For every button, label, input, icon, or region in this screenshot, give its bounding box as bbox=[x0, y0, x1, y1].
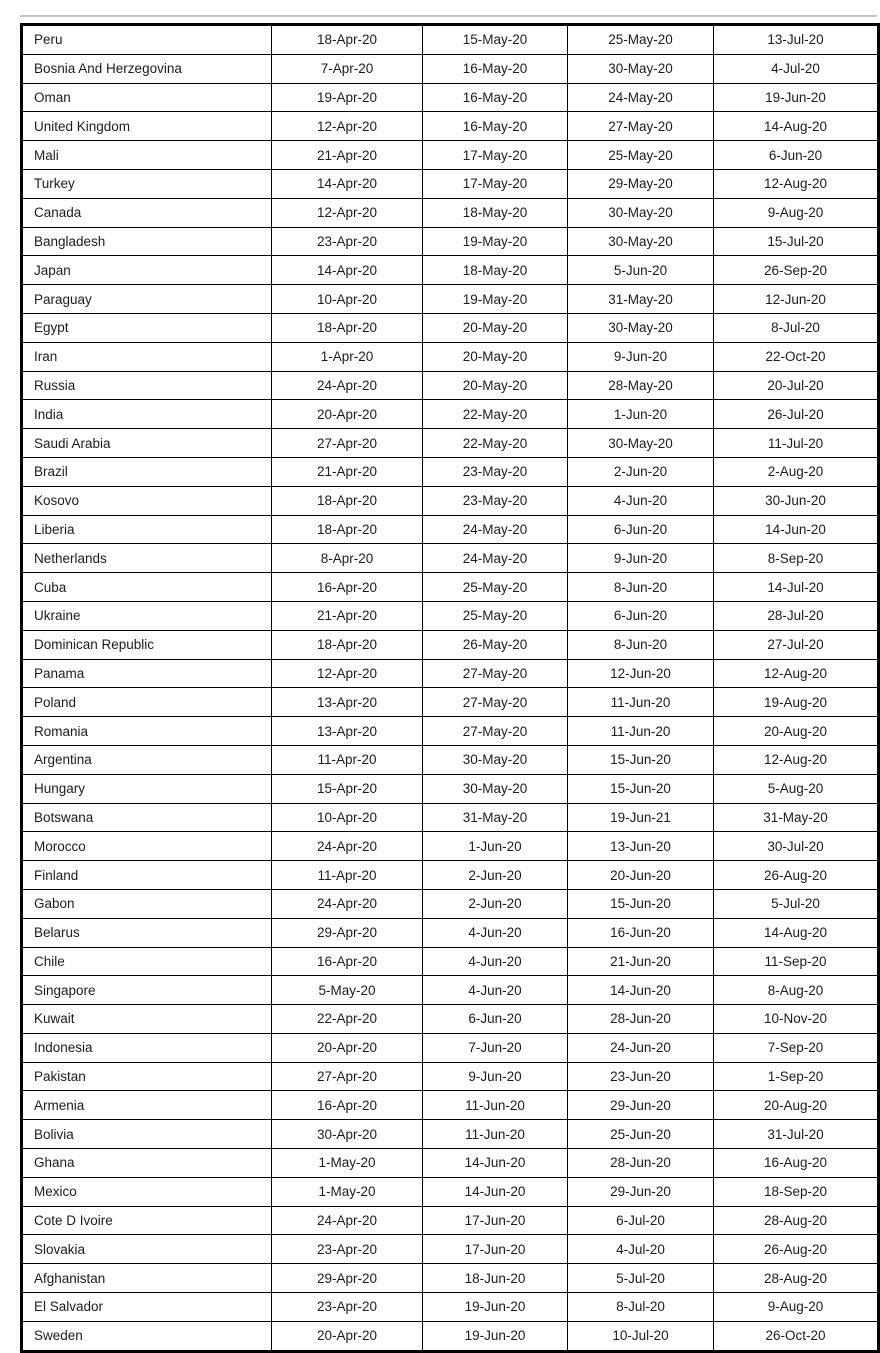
date-cell: 29-May-20 bbox=[568, 169, 714, 198]
table-row bbox=[22, 429, 879, 458]
date-cell: 5-May-20 bbox=[272, 976, 423, 1005]
date-cell: 31-Jul-20 bbox=[714, 1120, 879, 1149]
date-cell: 19-Jun-20 bbox=[423, 1321, 568, 1351]
date-cell: 16-May-20 bbox=[423, 83, 568, 112]
table-row bbox=[22, 601, 879, 630]
date-cell: 11-Apr-20 bbox=[272, 745, 423, 774]
date-cell: 4-Jun-20 bbox=[423, 976, 568, 1005]
date-cell: 11-Apr-20 bbox=[272, 861, 423, 890]
date-cell: 24-Apr-20 bbox=[272, 889, 423, 918]
date-cell: 7-Sep-20 bbox=[714, 1033, 879, 1062]
date-cell: 27-May-20 bbox=[423, 659, 568, 688]
country-cell: Kuwait bbox=[22, 1005, 272, 1034]
country-cell: Gabon bbox=[22, 889, 272, 918]
date-cell: 8-Jun-20 bbox=[568, 573, 714, 602]
date-cell: 1-Sep-20 bbox=[714, 1062, 879, 1091]
date-cell: 31-May-20 bbox=[714, 803, 879, 832]
date-cell: 29-Jun-20 bbox=[568, 1091, 714, 1120]
date-cell: 20-Jul-20 bbox=[714, 371, 879, 400]
date-cell: 13-Jun-20 bbox=[568, 832, 714, 861]
table-row bbox=[22, 256, 879, 285]
date-cell: 19-Jun-20 bbox=[714, 83, 879, 112]
date-cell: 16-Apr-20 bbox=[272, 573, 423, 602]
country-cell: Armenia bbox=[22, 1091, 272, 1120]
country-cell: El Salvador bbox=[22, 1293, 272, 1322]
date-cell: 30-Apr-20 bbox=[272, 1120, 423, 1149]
date-cell: 20-Jun-20 bbox=[568, 861, 714, 890]
date-cell: 9-Jun-20 bbox=[568, 544, 714, 573]
date-cell: 19-May-20 bbox=[423, 285, 568, 314]
date-cell: 7-Apr-20 bbox=[272, 54, 423, 83]
table-row bbox=[22, 515, 879, 544]
date-cell: 25-May-20 bbox=[568, 25, 714, 55]
country-cell: Argentina bbox=[22, 745, 272, 774]
date-cell: 24-Apr-20 bbox=[272, 832, 423, 861]
table-row bbox=[22, 25, 879, 55]
country-cell: Sweden bbox=[22, 1321, 272, 1351]
date-cell: 21-Apr-20 bbox=[272, 141, 423, 170]
table-row bbox=[22, 342, 879, 371]
date-cell: 17-May-20 bbox=[423, 169, 568, 198]
country-cell: Pakistan bbox=[22, 1062, 272, 1091]
date-cell: 6-Jun-20 bbox=[568, 515, 714, 544]
date-cell: 27-May-20 bbox=[423, 688, 568, 717]
date-cell: 12-Apr-20 bbox=[272, 112, 423, 141]
date-cell: 18-Apr-20 bbox=[272, 515, 423, 544]
table-row bbox=[22, 832, 879, 861]
date-cell: 30-May-20 bbox=[568, 429, 714, 458]
date-cell: 2-Jun-20 bbox=[423, 861, 568, 890]
date-cell: 20-May-20 bbox=[423, 342, 568, 371]
date-cell: 12-Aug-20 bbox=[714, 169, 879, 198]
date-cell: 27-Jul-20 bbox=[714, 630, 879, 659]
country-cell: Liberia bbox=[22, 515, 272, 544]
table-row bbox=[22, 1091, 879, 1120]
date-cell: 18-Apr-20 bbox=[272, 630, 423, 659]
country-dates-table bbox=[20, 23, 880, 1353]
date-cell: 25-Jun-20 bbox=[568, 1120, 714, 1149]
date-cell: 21-Apr-20 bbox=[272, 457, 423, 486]
table-row bbox=[22, 83, 879, 112]
table-row bbox=[22, 1206, 879, 1235]
table-row bbox=[22, 803, 879, 832]
table-row bbox=[22, 400, 879, 429]
date-cell: 28-Jul-20 bbox=[714, 601, 879, 630]
country-cell: Morocco bbox=[22, 832, 272, 861]
table-row bbox=[22, 486, 879, 515]
table-body bbox=[22, 25, 879, 1352]
date-cell: 14-Jun-20 bbox=[568, 976, 714, 1005]
table-row bbox=[22, 1321, 879, 1351]
date-cell: 4-Jun-20 bbox=[568, 486, 714, 515]
date-cell: 14-Jul-20 bbox=[714, 573, 879, 602]
date-cell: 12-Apr-20 bbox=[272, 198, 423, 227]
date-cell: 12-Jun-20 bbox=[568, 659, 714, 688]
table-row bbox=[22, 1120, 879, 1149]
previous-row-remnant-line bbox=[20, 15, 877, 17]
country-cell: Japan bbox=[22, 256, 272, 285]
date-cell: 15-Jun-20 bbox=[568, 774, 714, 803]
country-cell: Afghanistan bbox=[22, 1264, 272, 1293]
date-cell: 22-May-20 bbox=[423, 429, 568, 458]
table-row bbox=[22, 285, 879, 314]
date-cell: 23-Apr-20 bbox=[272, 227, 423, 256]
table-row bbox=[22, 717, 879, 746]
date-cell: 20-Aug-20 bbox=[714, 1091, 879, 1120]
date-cell: 12-Aug-20 bbox=[714, 745, 879, 774]
date-cell: 29-Apr-20 bbox=[272, 1264, 423, 1293]
date-cell: 18-May-20 bbox=[423, 198, 568, 227]
country-cell: Cuba bbox=[22, 573, 272, 602]
country-cell: Egypt bbox=[22, 313, 272, 342]
country-cell: Peru bbox=[22, 25, 272, 55]
table-row bbox=[22, 573, 879, 602]
country-cell: Ukraine bbox=[22, 601, 272, 630]
date-cell: 11-Jun-20 bbox=[423, 1120, 568, 1149]
date-cell: 10-Apr-20 bbox=[272, 285, 423, 314]
date-cell: 27-May-20 bbox=[423, 717, 568, 746]
table-row bbox=[22, 1005, 879, 1034]
table-row bbox=[22, 169, 879, 198]
date-cell: 10-Jul-20 bbox=[568, 1321, 714, 1351]
date-cell: 24-May-20 bbox=[568, 83, 714, 112]
country-cell: Mexico bbox=[22, 1177, 272, 1206]
date-cell: 6-Jun-20 bbox=[714, 141, 879, 170]
date-cell: 14-Aug-20 bbox=[714, 918, 879, 947]
table-row bbox=[22, 1235, 879, 1264]
date-cell: 17-Jun-20 bbox=[423, 1235, 568, 1264]
country-cell: Hungary bbox=[22, 774, 272, 803]
date-cell: 24-May-20 bbox=[423, 544, 568, 573]
date-cell: 14-Jun-20 bbox=[423, 1177, 568, 1206]
table-row bbox=[22, 1264, 879, 1293]
date-cell: 4-Jun-20 bbox=[423, 918, 568, 947]
date-cell: 11-Jun-20 bbox=[568, 717, 714, 746]
date-cell: 24-May-20 bbox=[423, 515, 568, 544]
date-cell: 23-Apr-20 bbox=[272, 1293, 423, 1322]
country-cell: Mali bbox=[22, 141, 272, 170]
date-cell: 28-Aug-20 bbox=[714, 1206, 879, 1235]
date-cell: 23-Apr-20 bbox=[272, 1235, 423, 1264]
country-cell: Iran bbox=[22, 342, 272, 371]
table-row bbox=[22, 976, 879, 1005]
country-cell: Bangladesh bbox=[22, 227, 272, 256]
date-cell: 27-Apr-20 bbox=[272, 429, 423, 458]
table-row bbox=[22, 861, 879, 890]
date-cell: 9-Jun-20 bbox=[568, 342, 714, 371]
table-row bbox=[22, 1062, 879, 1091]
date-cell: 30-Jun-20 bbox=[714, 486, 879, 515]
date-cell: 5-Aug-20 bbox=[714, 774, 879, 803]
date-cell: 16-Apr-20 bbox=[272, 1091, 423, 1120]
table-row bbox=[22, 1293, 879, 1322]
date-cell: 11-Jun-20 bbox=[568, 688, 714, 717]
country-cell: Belarus bbox=[22, 918, 272, 947]
table-row bbox=[22, 198, 879, 227]
date-cell: 22-May-20 bbox=[423, 400, 568, 429]
date-cell: 19-Apr-20 bbox=[272, 83, 423, 112]
date-cell: 5-Jul-20 bbox=[568, 1264, 714, 1293]
date-cell: 8-Apr-20 bbox=[272, 544, 423, 573]
table-row bbox=[22, 457, 879, 486]
date-cell: 18-Apr-20 bbox=[272, 25, 423, 55]
date-cell: 20-Apr-20 bbox=[272, 1321, 423, 1351]
date-cell: 14-Aug-20 bbox=[714, 112, 879, 141]
table-row bbox=[22, 630, 879, 659]
country-cell: Kosovo bbox=[22, 486, 272, 515]
date-cell: 11-Jul-20 bbox=[714, 429, 879, 458]
date-cell: 30-May-20 bbox=[568, 313, 714, 342]
date-cell: 20-May-20 bbox=[423, 313, 568, 342]
date-cell: 18-Sep-20 bbox=[714, 1177, 879, 1206]
country-cell: Dominican Republic bbox=[22, 630, 272, 659]
date-cell: 23-May-20 bbox=[423, 486, 568, 515]
table-row bbox=[22, 1033, 879, 1062]
date-cell: 4-Jun-20 bbox=[423, 947, 568, 976]
date-cell: 10-Apr-20 bbox=[272, 803, 423, 832]
date-cell: 8-Jul-20 bbox=[568, 1293, 714, 1322]
date-cell: 11-Sep-20 bbox=[714, 947, 879, 976]
date-cell: 30-May-20 bbox=[568, 227, 714, 256]
date-cell: 29-Jun-20 bbox=[568, 1177, 714, 1206]
country-cell: India bbox=[22, 400, 272, 429]
table-row bbox=[22, 371, 879, 400]
date-cell: 23-Jun-20 bbox=[568, 1062, 714, 1091]
date-cell: 8-Sep-20 bbox=[714, 544, 879, 573]
date-cell: 18-Apr-20 bbox=[272, 313, 423, 342]
country-cell: Oman bbox=[22, 83, 272, 112]
date-cell: 19-Jun-20 bbox=[423, 1293, 568, 1322]
table-row bbox=[22, 227, 879, 256]
date-cell: 28-Aug-20 bbox=[714, 1264, 879, 1293]
date-cell: 9-Aug-20 bbox=[714, 198, 879, 227]
country-cell: Canada bbox=[22, 198, 272, 227]
country-cell: Romania bbox=[22, 717, 272, 746]
date-cell: 16-Aug-20 bbox=[714, 1149, 879, 1178]
date-cell: 5-Jul-20 bbox=[714, 889, 879, 918]
date-cell: 14-Apr-20 bbox=[272, 169, 423, 198]
country-cell: Ghana bbox=[22, 1149, 272, 1178]
table-row bbox=[22, 947, 879, 976]
date-cell: 26-Jul-20 bbox=[714, 400, 879, 429]
date-cell: 6-Jun-20 bbox=[423, 1005, 568, 1034]
date-cell: 12-Jun-20 bbox=[714, 285, 879, 314]
date-cell: 13-Jul-20 bbox=[714, 25, 879, 55]
date-cell: 26-Aug-20 bbox=[714, 1235, 879, 1264]
date-cell: 19-May-20 bbox=[423, 227, 568, 256]
date-cell: 16-May-20 bbox=[423, 54, 568, 83]
table-row bbox=[22, 141, 879, 170]
date-cell: 18-Jun-20 bbox=[423, 1264, 568, 1293]
date-cell: 31-May-20 bbox=[568, 285, 714, 314]
date-cell: 30-May-20 bbox=[423, 745, 568, 774]
table-row bbox=[22, 774, 879, 803]
date-cell: 12-Apr-20 bbox=[272, 659, 423, 688]
date-cell: 30-Jul-20 bbox=[714, 832, 879, 861]
country-cell: Paraguay bbox=[22, 285, 272, 314]
country-cell: Chile bbox=[22, 947, 272, 976]
date-cell: 1-May-20 bbox=[272, 1177, 423, 1206]
date-cell: 13-Apr-20 bbox=[272, 717, 423, 746]
date-cell: 15-Jun-20 bbox=[568, 745, 714, 774]
country-cell: Bolivia bbox=[22, 1120, 272, 1149]
date-cell: 15-Jun-20 bbox=[568, 889, 714, 918]
date-cell: 16-May-20 bbox=[423, 112, 568, 141]
date-cell: 16-Apr-20 bbox=[272, 947, 423, 976]
date-cell: 14-Jun-20 bbox=[423, 1149, 568, 1178]
country-cell: Slovakia bbox=[22, 1235, 272, 1264]
date-cell: 8-Aug-20 bbox=[714, 976, 879, 1005]
date-cell: 25-May-20 bbox=[568, 141, 714, 170]
date-cell: 5-Jun-20 bbox=[568, 256, 714, 285]
date-cell: 8-Jun-20 bbox=[568, 630, 714, 659]
date-cell: 23-May-20 bbox=[423, 457, 568, 486]
country-cell: Singapore bbox=[22, 976, 272, 1005]
country-cell: Netherlands bbox=[22, 544, 272, 573]
country-cell: Brazil bbox=[22, 457, 272, 486]
date-cell: 10-Nov-20 bbox=[714, 1005, 879, 1034]
date-cell: 20-Apr-20 bbox=[272, 400, 423, 429]
date-cell: 2-Jun-20 bbox=[423, 889, 568, 918]
table-row bbox=[22, 659, 879, 688]
table-row bbox=[22, 745, 879, 774]
date-cell: 30-May-20 bbox=[568, 54, 714, 83]
date-cell: 16-Jun-20 bbox=[568, 918, 714, 947]
date-cell: 15-Jul-20 bbox=[714, 227, 879, 256]
date-cell: 18-May-20 bbox=[423, 256, 568, 285]
date-cell: 1-May-20 bbox=[272, 1149, 423, 1178]
country-cell: Panama bbox=[22, 659, 272, 688]
date-cell: 11-Jun-20 bbox=[423, 1091, 568, 1120]
date-cell: 6-Jun-20 bbox=[568, 601, 714, 630]
country-cell: Botswana bbox=[22, 803, 272, 832]
date-cell: 4-Jul-20 bbox=[568, 1235, 714, 1264]
date-cell: 15-Apr-20 bbox=[272, 774, 423, 803]
country-cell: Russia bbox=[22, 371, 272, 400]
date-cell: 22-Oct-20 bbox=[714, 342, 879, 371]
table-row bbox=[22, 1149, 879, 1178]
date-cell: 24-Apr-20 bbox=[272, 1206, 423, 1235]
date-cell: 25-May-20 bbox=[423, 601, 568, 630]
date-cell: 28-Jun-20 bbox=[568, 1149, 714, 1178]
table-row bbox=[22, 54, 879, 83]
date-cell: 27-May-20 bbox=[568, 112, 714, 141]
date-cell: 12-Aug-20 bbox=[714, 659, 879, 688]
date-cell: 1-Jun-20 bbox=[568, 400, 714, 429]
date-cell: 20-May-20 bbox=[423, 371, 568, 400]
date-cell: 1-Apr-20 bbox=[272, 342, 423, 371]
date-cell: 19-Jun-21 bbox=[568, 803, 714, 832]
date-cell: 9-Aug-20 bbox=[714, 1293, 879, 1322]
table-row bbox=[22, 918, 879, 947]
date-cell: 21-Apr-20 bbox=[272, 601, 423, 630]
date-cell: 26-Aug-20 bbox=[714, 861, 879, 890]
date-cell: 20-Aug-20 bbox=[714, 717, 879, 746]
country-cell: Poland bbox=[22, 688, 272, 717]
table-row bbox=[22, 1177, 879, 1206]
date-cell: 17-May-20 bbox=[423, 141, 568, 170]
date-cell: 31-May-20 bbox=[423, 803, 568, 832]
country-cell: Cote D Ivoire bbox=[22, 1206, 272, 1235]
date-cell: 30-May-20 bbox=[423, 774, 568, 803]
table-row bbox=[22, 688, 879, 717]
table-row bbox=[22, 889, 879, 918]
country-cell: Bosnia And Herzegovina bbox=[22, 54, 272, 83]
date-cell: 17-Jun-20 bbox=[423, 1206, 568, 1235]
date-cell: 24-Apr-20 bbox=[272, 371, 423, 400]
date-cell: 19-Aug-20 bbox=[714, 688, 879, 717]
date-cell: 20-Apr-20 bbox=[272, 1033, 423, 1062]
date-cell: 13-Apr-20 bbox=[272, 688, 423, 717]
date-cell: 14-Jun-20 bbox=[714, 515, 879, 544]
date-cell: 4-Jul-20 bbox=[714, 54, 879, 83]
date-cell: 26-May-20 bbox=[423, 630, 568, 659]
date-cell: 22-Apr-20 bbox=[272, 1005, 423, 1034]
date-cell: 18-Apr-20 bbox=[272, 486, 423, 515]
date-cell: 25-May-20 bbox=[423, 573, 568, 602]
date-cell: 1-Jun-20 bbox=[423, 832, 568, 861]
date-cell: 7-Jun-20 bbox=[423, 1033, 568, 1062]
date-cell: 28-Jun-20 bbox=[568, 1005, 714, 1034]
date-cell: 26-Oct-20 bbox=[714, 1321, 879, 1351]
date-cell: 9-Jun-20 bbox=[423, 1062, 568, 1091]
date-cell: 24-Jun-20 bbox=[568, 1033, 714, 1062]
date-cell: 6-Jul-20 bbox=[568, 1206, 714, 1235]
date-cell: 27-Apr-20 bbox=[272, 1062, 423, 1091]
country-cell: Turkey bbox=[22, 169, 272, 198]
date-cell: 28-May-20 bbox=[568, 371, 714, 400]
date-cell: 26-Sep-20 bbox=[714, 256, 879, 285]
date-cell: 30-May-20 bbox=[568, 198, 714, 227]
table-row bbox=[22, 313, 879, 342]
country-cell: Saudi Arabia bbox=[22, 429, 272, 458]
country-cell: United Kingdom bbox=[22, 112, 272, 141]
date-cell: 8-Jul-20 bbox=[714, 313, 879, 342]
date-cell: 2-Aug-20 bbox=[714, 457, 879, 486]
date-cell: 15-May-20 bbox=[423, 25, 568, 55]
date-cell: 29-Apr-20 bbox=[272, 918, 423, 947]
country-cell: Indonesia bbox=[22, 1033, 272, 1062]
date-cell: 2-Jun-20 bbox=[568, 457, 714, 486]
country-cell: Finland bbox=[22, 861, 272, 890]
table-row bbox=[22, 544, 879, 573]
table-row bbox=[22, 112, 879, 141]
date-cell: 14-Apr-20 bbox=[272, 256, 423, 285]
date-cell: 21-Jun-20 bbox=[568, 947, 714, 976]
